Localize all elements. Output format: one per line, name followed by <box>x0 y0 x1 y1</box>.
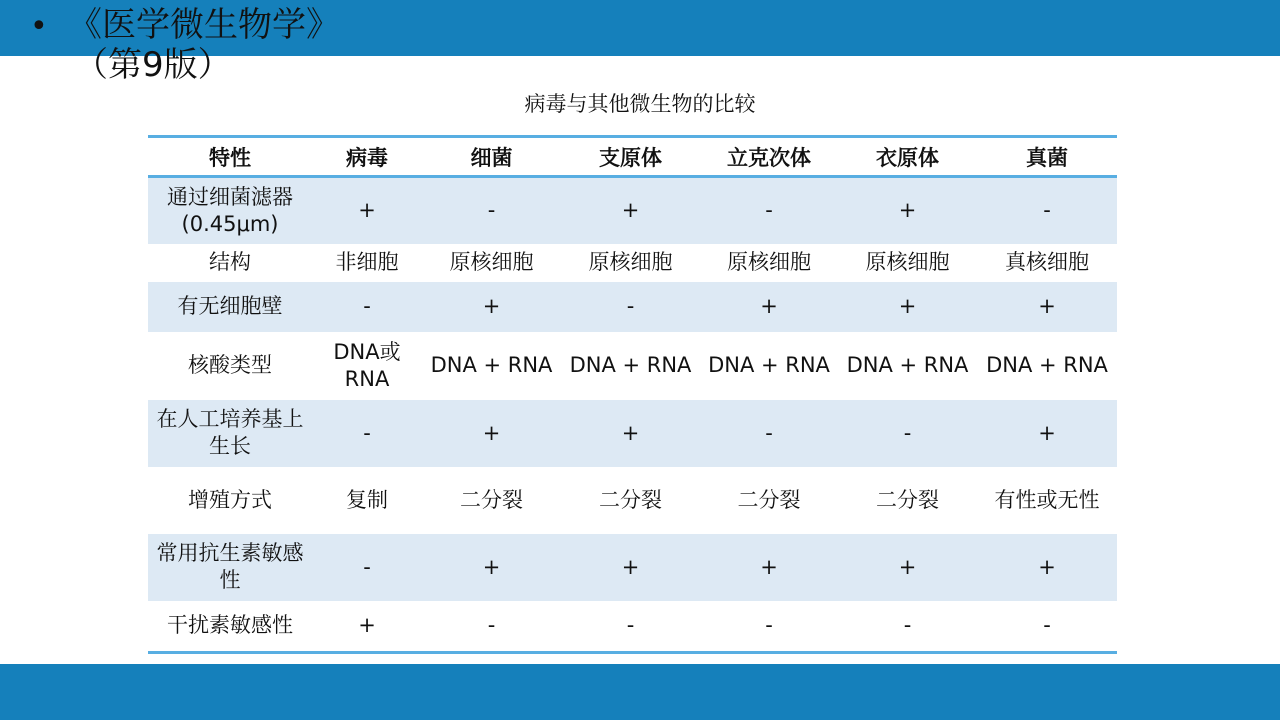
table-cell: - <box>312 534 422 601</box>
table-caption: 病毒与其他微生物的比较 <box>524 92 756 116</box>
table-cell: 二分裂 <box>876 487 939 512</box>
table-cell: + <box>422 534 561 601</box>
bottom-banner <box>0 664 1280 720</box>
table-cell: - <box>1043 613 1051 638</box>
table-cell: 原核细胞 <box>727 250 811 274</box>
row-label-cell: 核酸类型 <box>188 353 272 377</box>
header-cell: 支原体 <box>561 137 700 177</box>
slide-title <box>30 6 340 84</box>
row-label-cell: 在人工培养基上生长 <box>148 400 312 467</box>
header-cell: 病毒 <box>312 137 422 177</box>
table-row <box>148 601 1117 653</box>
table-body <box>148 177 1117 653</box>
table-cell: - <box>838 400 977 467</box>
table-row <box>148 177 1117 244</box>
table-cell: 非细胞 <box>335 250 399 274</box>
row-label-cell: 结构 <box>209 250 251 274</box>
title-line-2: （第9版） <box>74 45 232 85</box>
table-cell: DNA + RNA <box>986 353 1108 377</box>
table-cell: - <box>977 177 1117 244</box>
table-cell: - <box>626 613 635 638</box>
table-cell: + <box>561 534 700 601</box>
table-cell: - <box>312 400 422 467</box>
table-cell: DNA + RNA <box>708 353 830 377</box>
table-cell: + <box>977 282 1117 332</box>
row-label-cell: 增殖方式 <box>188 487 272 512</box>
table-cell: 有性或无性 <box>994 487 1100 512</box>
bullet-icon: • <box>30 9 48 44</box>
table-cell: DNA + RNA <box>846 353 969 377</box>
table-cell: + <box>422 282 561 332</box>
table-cell: - <box>561 282 700 332</box>
table-cell: DNA + RNA <box>569 353 692 377</box>
table-row <box>148 282 1117 332</box>
table-row <box>148 534 1117 601</box>
table-cell: + <box>561 400 700 467</box>
table-cell: 原核细胞 <box>588 250 673 274</box>
table-cell: 二分裂 <box>460 487 523 512</box>
table-cell: - <box>903 613 912 638</box>
table-row <box>148 467 1117 534</box>
row-label-cell: 常用抗生素敏感性 <box>148 534 312 601</box>
table-cell: + <box>700 534 838 601</box>
header-cell: 细菌 <box>422 137 561 177</box>
header-cell: 立克次体 <box>700 137 838 177</box>
table-cell: 原核细胞 <box>449 250 534 274</box>
table-cell: + <box>312 177 422 244</box>
table-cell: - <box>765 613 773 638</box>
table-cell: + <box>358 613 376 638</box>
table-cell: 真核细胞 <box>1005 250 1089 274</box>
table-cell: 二分裂 <box>737 487 801 512</box>
table-cell: - <box>312 282 422 332</box>
title-line-1: 《医学微生物学》 <box>68 5 340 45</box>
table-cell: + <box>422 400 561 467</box>
header-cell: 真菌 <box>977 137 1117 177</box>
table-cell: + <box>977 534 1117 601</box>
table-cell: + <box>977 400 1117 467</box>
table-cell: DNA或RNA <box>333 339 401 391</box>
table-cell: + <box>700 282 838 332</box>
table-cell: + <box>838 177 977 244</box>
table-cell: + <box>838 282 977 332</box>
table-row <box>148 400 1117 467</box>
table-cell: + <box>838 534 977 601</box>
table-cell: - <box>487 613 496 638</box>
table-cell: 二分裂 <box>599 487 662 512</box>
comparison-table <box>148 135 1117 654</box>
table-cell: - <box>422 177 561 244</box>
header-cell: 衣原体 <box>838 137 977 177</box>
table-cell: - <box>700 400 838 467</box>
table-cell: - <box>700 177 838 244</box>
table-row <box>148 244 1117 282</box>
table-cell: 复制 <box>346 487 388 512</box>
table-cell: DNA + RNA <box>430 353 553 377</box>
header-row <box>148 137 1117 177</box>
row-label-cell: 干扰素敏感性 <box>167 613 293 638</box>
table-cell: + <box>561 177 700 244</box>
header-cell: 特性 <box>148 137 312 177</box>
row-label-cell: 通过细菌滤器(0.45μm) <box>148 177 312 244</box>
table-row <box>148 332 1117 400</box>
row-label-cell: 有无细胞壁 <box>148 282 312 332</box>
table-cell: 原核细胞 <box>865 250 950 274</box>
